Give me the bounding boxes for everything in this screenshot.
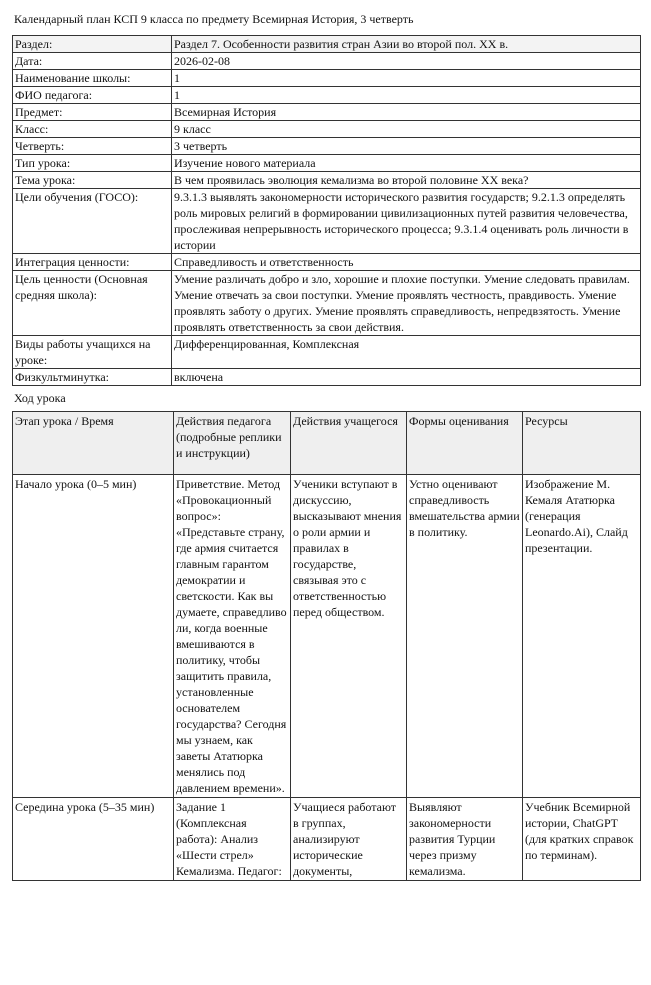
plan-cell-assessment: Устно оценивают справедливость вмешательства армии в политику.	[407, 475, 523, 798]
lesson-plan-table	[12, 411, 641, 881]
plan-cell-teacher: Задание 1 (Комплексная работа): Анализ «Шести стрел» Кемализма. Педагог:	[174, 798, 291, 881]
info-label: Дата:	[13, 53, 172, 70]
info-row	[13, 369, 641, 386]
info-value: 3 четверть	[172, 138, 641, 155]
info-row	[13, 104, 641, 121]
plan-cell-teacher: Приветствие. Метод «Провокационный вопрос»: «Представьте страну, где армия считается главным гарантом демократии и светскости. Как вы думаете, справедливо ли, когда военные вмешиваются в политику, чтобы защитить правила, установленные основателем государства? Сегодня мы узнаем, как заветы Ататюрка менялись под давлением времени».	[174, 475, 291, 798]
info-value: 9 класс	[172, 121, 641, 138]
info-row	[13, 53, 641, 70]
plan-header-row	[13, 412, 641, 475]
header-teacher-actions: Действия педагога (подробные реплики и инструкции)	[174, 412, 291, 475]
info-label: Наименование школы:	[13, 70, 172, 87]
info-value: 1	[172, 70, 641, 87]
info-label: Тема урока:	[13, 172, 172, 189]
info-label: Раздел:	[13, 36, 172, 53]
info-label: Интеграция ценности:	[13, 254, 172, 271]
info-value: 9.3.1.3 выявлять закономерности исторического развития государств; 9.2.1.3 определять роль мировых религий в формировании цивилизационных путей развития человечества, прослеживая непрерывность исторического процесса; 9.3.1.4 оценивать роль личности в истории	[172, 189, 641, 254]
header-student-actions: Действия учащегося	[291, 412, 407, 475]
info-label: ФИО педагога:	[13, 87, 172, 104]
info-value: 2026-02-08	[172, 53, 641, 70]
info-row	[13, 271, 641, 336]
info-label: Четверть:	[13, 138, 172, 155]
info-row	[13, 138, 641, 155]
lesson-info-table	[12, 35, 641, 386]
info-row	[13, 70, 641, 87]
info-label: Цели обучения (ГОСО):	[13, 189, 172, 254]
info-label: Предмет:	[13, 104, 172, 121]
plan-cell-assessment: Выявляют закономерности развития Турции через призму кемализма.	[407, 798, 523, 881]
plan-cell-student: Учащиеся работают в группах, анализируют исторические документы,	[291, 798, 407, 881]
plan-cell-resources: Учебник Всемирной истории, ChatGPT (для кратких справок по терминам).	[523, 798, 641, 881]
info-value: Всемирная История	[172, 104, 641, 121]
info-row	[13, 155, 641, 172]
plan-cell-student: Ученики вступают в дискуссию, высказывают мнения о роли армии и правилах в государстве, связывая это с ответственностью перед обществом.	[291, 475, 407, 798]
document-title: Календарный план КСП 9 класса по предмету Всемирная История, 3 четверть	[14, 12, 414, 26]
info-value: Справедливость и ответственность	[172, 254, 641, 271]
info-value: включена	[172, 369, 641, 386]
plan-row	[13, 475, 641, 798]
lesson-progress-label: Ход урока	[14, 391, 66, 405]
info-label: Физкультминутка:	[13, 369, 172, 386]
header-resources: Ресурсы	[523, 412, 641, 475]
info-label: Виды работы учащихся на уроке:	[13, 336, 172, 369]
plan-row	[13, 798, 641, 881]
info-value: Изучение нового материала	[172, 155, 641, 172]
info-row	[13, 189, 641, 254]
info-row	[13, 172, 641, 189]
info-label: Цель ценности (Основная средняя школа):	[13, 271, 172, 336]
info-label: Класс:	[13, 121, 172, 138]
info-row	[13, 36, 641, 53]
header-assessment: Формы оценивания	[407, 412, 523, 475]
info-row	[13, 336, 641, 369]
info-row	[13, 121, 641, 138]
info-value: Дифференцированная, Комплексная	[172, 336, 641, 369]
plan-cell-stage: Начало урока (0–5 мин)	[13, 475, 174, 798]
info-value: Раздел 7. Особенности развития стран Азии во второй пол. XX в.	[172, 36, 641, 53]
info-row	[13, 254, 641, 271]
header-stage: Этап урока / Время	[13, 412, 174, 475]
info-row	[13, 87, 641, 104]
plan-cell-stage: Середина урока (5–35 мин)	[13, 798, 174, 881]
info-label: Тип урока:	[13, 155, 172, 172]
info-value: 1	[172, 87, 641, 104]
info-value: В чем проявилась эволюция кемализма во второй половине XX века?	[172, 172, 641, 189]
info-value: Умение различать добро и зло, хорошие и плохие поступки. Умение следовать правилам. Умение отвечать за свои поступки. Умение проявлять честность, правдивость. Умение проявлять заботу о других. Умение проявлять справедливость, непредвзятость. Умение проявлять ответственность за свои действия.	[172, 271, 641, 336]
plan-cell-resources: Изображение М. Кемаля Ататюрка (генерация Leonardo.Ai), Слайд презентации.	[523, 475, 641, 798]
